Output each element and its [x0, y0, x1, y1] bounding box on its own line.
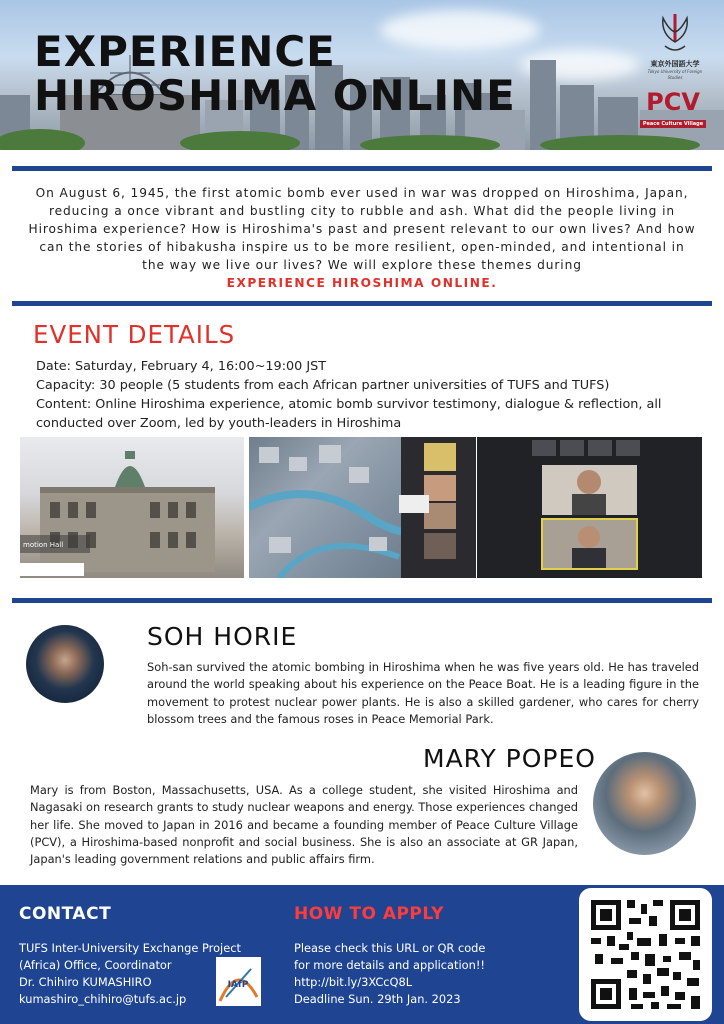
- iafp-logo-icon: [216, 957, 261, 1006]
- university-logo: [645, 12, 705, 81]
- event-details-list: [36, 357, 708, 433]
- apply-url-link[interactable]: http://bit.ly/3XCcQ8L: [294, 975, 413, 989]
- speaker-bio-mary-popeo: Mary is from Boston, Massachusetts, USA. As a college student, she visited Hiroshima and Nagasaki on research grants to study nuclear weapons and energy. Those experiences changed her life. She moved to Japan in 2016 and became a founding member of Peace Culture Village (PCV), a Hiroshima-based nonprofit and social business. She is also an associate at GR Japan, Japan's leading government relations and public affairs firm.: [30, 783, 578, 867]
- qr-code[interactable]: [579, 888, 712, 1021]
- contact-email-link[interactable]: kumashiro_chihiro@tufs.ac.jp: [19, 992, 187, 1006]
- page-title: [34, 27, 516, 120]
- building-illustration: [20, 437, 244, 578]
- mary-popeo-photo: [593, 752, 696, 855]
- speaker-bio-soh-horie: Soh-san survived the atomic bombing in Hiroshima when he was five years old. He has traveled around the world speaking about his experience on the Peace Boat. He is a leading figure in the movement to protest nuclear power plants. He is also a skilled gardener, who cares for cherry blossom trees and the famous roses in Peace Memorial Park.: [147, 660, 699, 726]
- apply-line-2: for more details and application!!: [294, 958, 485, 972]
- video-call-illustration: [477, 437, 702, 578]
- soh-horie-photo: [26, 625, 104, 703]
- pcv-logo-text: PCV: [646, 88, 700, 114]
- intro-text: On August 6, 1945, the first atomic bomb ever used in war was dropped on Hiroshima, Japan, reducing a once vibrant and bustling city to rubble and ash. What did the people living in Hiroshima experience? How is Hiroshima's past and present relevant to our own lives? And how can the stories of hibakusha inspire us to be more resilient, open-minded, and intentional in the way we live our lives? We will explore these themes during: [28, 186, 696, 272]
- university-name-jp: 東京外国語大学: [650, 60, 700, 68]
- iafp-logo-text: IAfP: [227, 980, 249, 990]
- university-name-en: Tokyo University of Foreign Studies: [647, 69, 703, 80]
- zoom-call-screenshot: [477, 437, 702, 578]
- speaker-name-soh-horie: SOH HORIE: [147, 622, 298, 651]
- divider-rule: [12, 301, 712, 306]
- title-line-1: EXPERIENCE: [34, 27, 336, 76]
- how-to-apply-heading: HOW TO APPLY: [294, 904, 444, 924]
- divider-rule: [12, 598, 712, 603]
- apply-info: [294, 940, 554, 1008]
- event-details-heading: EVENT DETAILS: [33, 320, 236, 349]
- header-banner: [0, 0, 724, 150]
- map-illustration: [249, 437, 476, 578]
- photo1-label: motion Hall: [23, 541, 64, 549]
- pcv-name: Peace Culture Village: [640, 120, 706, 128]
- event-content: Content: Online Hiroshima experience, atomic bomb survivor testimony, dialogue & reflection, all conducted over Zoom, led by youth-leaders in Hiroshima: [36, 397, 662, 431]
- speaker-name-mary-popeo: MARY POPEO: [423, 744, 596, 773]
- qr-code-icon: [579, 888, 712, 1021]
- contact-heading: CONTACT: [19, 904, 112, 924]
- event-capacity: Capacity: 30 people (5 students from each African partner universities of TUFS and TUFS): [36, 378, 610, 393]
- pcv-logo: [640, 88, 706, 128]
- divider-rule: [12, 166, 712, 171]
- atomic-bomb-dome-photo: [20, 437, 244, 578]
- apply-deadline: Deadline Sun. 29th Jan. 2023: [294, 992, 461, 1006]
- contact-name: Dr. Chihiro KUMASHIRO: [19, 975, 152, 989]
- city-map-screenshot: [249, 437, 476, 578]
- contact-line-2: (Africa) Office, Coordinator: [19, 958, 172, 972]
- apply-line-1: Please check this URL or QR code: [294, 941, 486, 955]
- university-emblem-icon: [657, 12, 693, 56]
- title-line-2: HIROSHIMA ONLINE: [34, 71, 516, 120]
- intro-paragraph: [28, 184, 696, 292]
- contact-line-1: TUFS Inter-University Exchange Project: [19, 941, 241, 955]
- event-date: Date: Saturday, February 4, 16:00~19:00 JST: [36, 359, 327, 374]
- intro-highlight: EXPERIENCE HIROSHIMA ONLINE.: [226, 276, 498, 290]
- iafp-logo: [216, 957, 261, 1006]
- pcv-wordmark-icon: [640, 88, 706, 114]
